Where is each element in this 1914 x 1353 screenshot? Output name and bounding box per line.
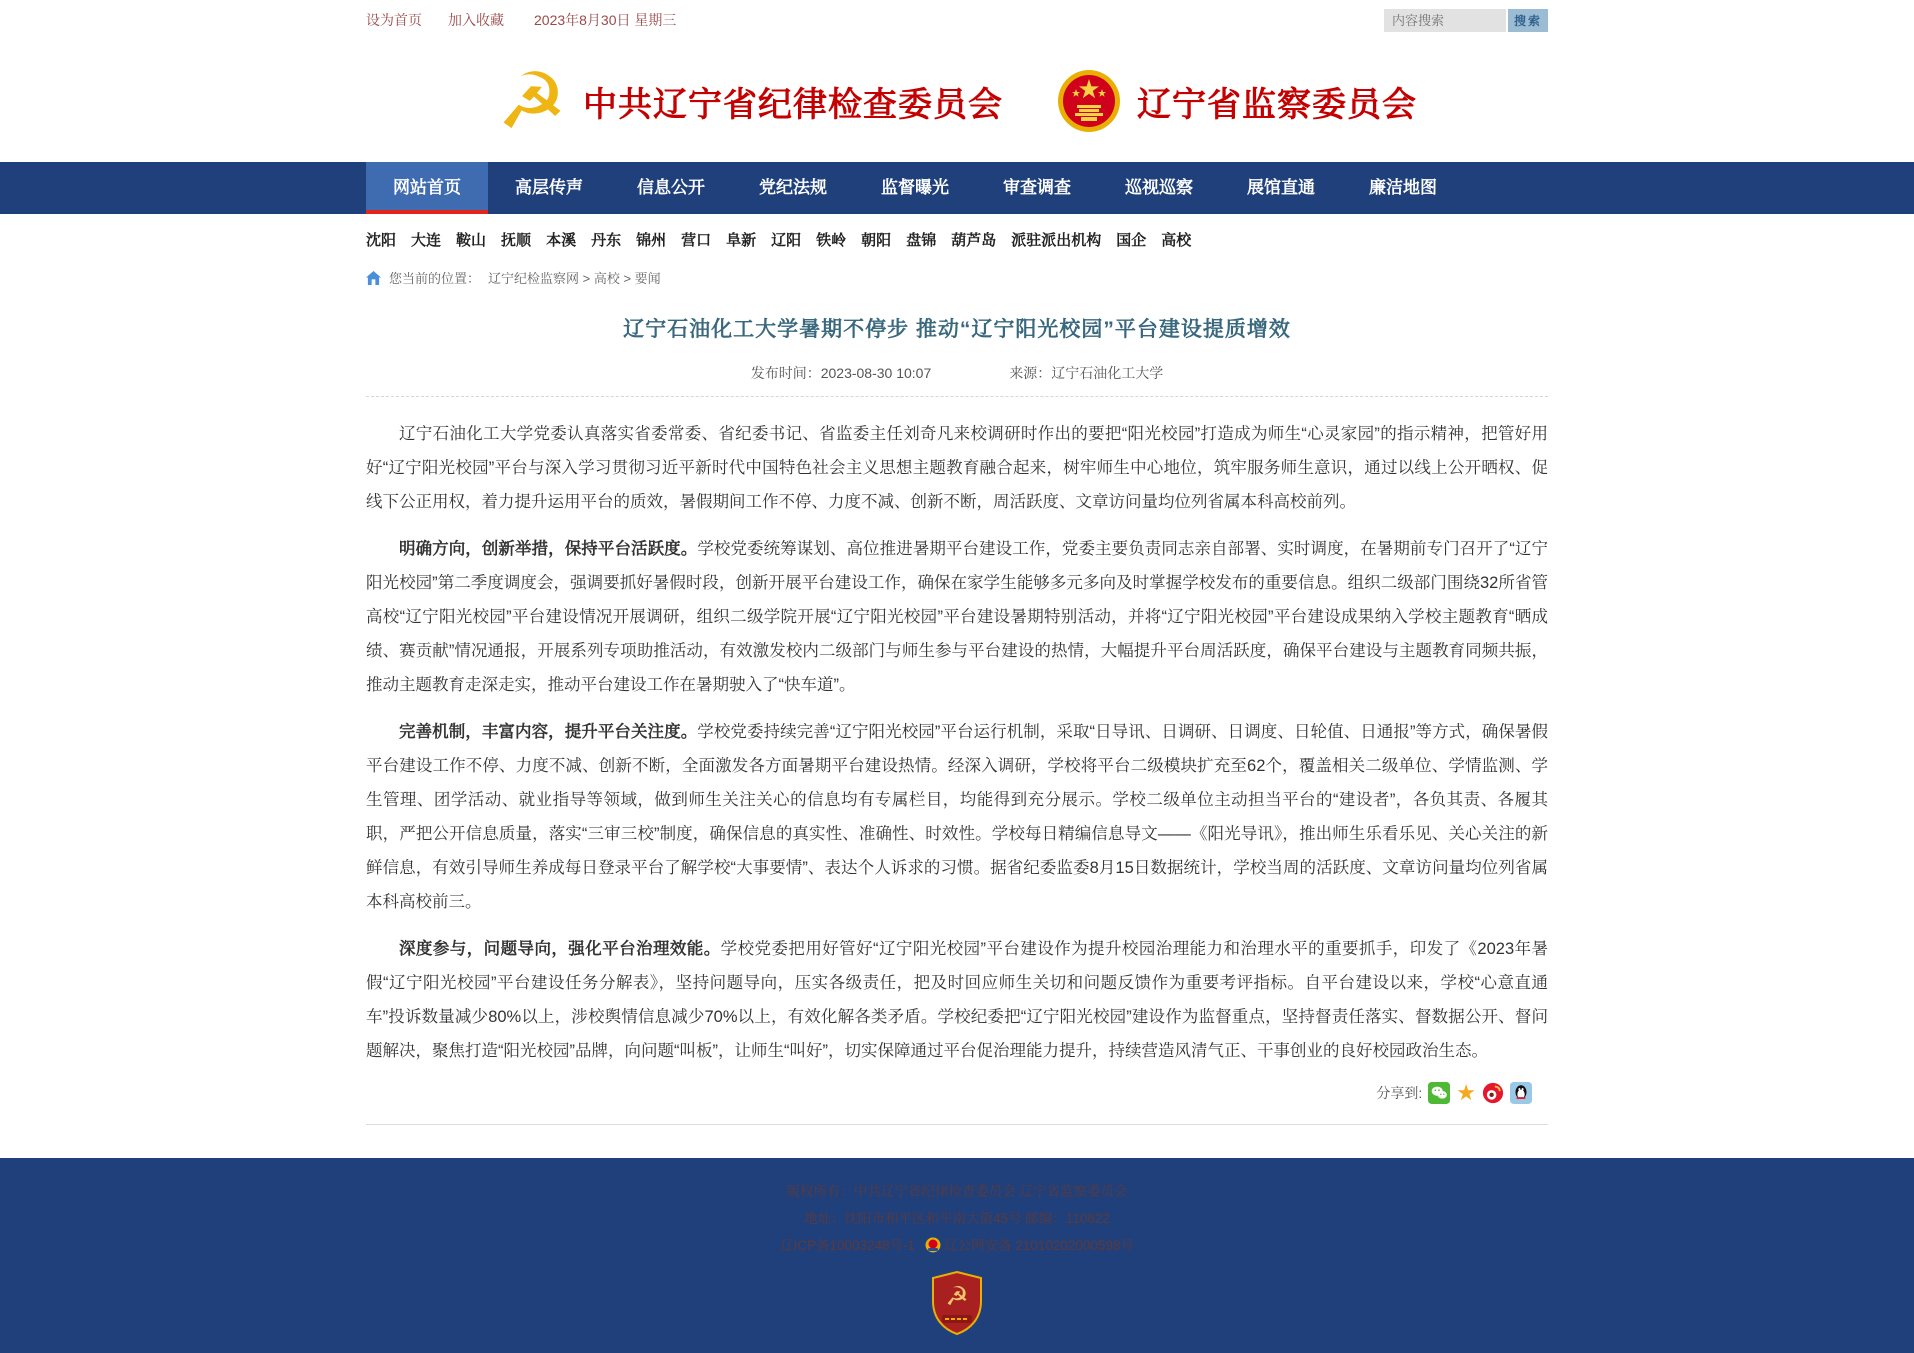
site-title-1: 中共辽宁省纪律检查委员会 xyxy=(582,85,1003,124)
article-meta xyxy=(366,363,1548,397)
content-footer-divider xyxy=(366,1124,1548,1125)
site-title-2: 辽宁省监察委员会 xyxy=(1136,85,1417,124)
paragraph-lead: 明确方向，创新举措，保持平台活跃度。 xyxy=(399,540,698,558)
paragraph-text: 辽宁石油化工大学党委认真落实省委常委、省纪委书记、省监委主任刘奇凡来校调研时作出的要把“阳光校园”打造成为师生“心灵家园”的指示精神，把管好用好“辽宁阳光校园”平台与深入学习贯彻习近平新时代中国特色社会主义思想主题教育融合起来，树牢师生中心地位，筑牢服务师生意识，通过以线上公开晒权、促线下公正用权，着力提升运用平台的质效，暑假期间工作不停、力度不减、创新不断，周活跃度、文章访问量均位列省属本科高校前列。 xyxy=(366,425,1548,511)
police-badge-icon xyxy=(925,1237,941,1253)
wechat-icon[interactable] xyxy=(1428,1082,1450,1104)
subnav-link[interactable]: 派驻派出机构 xyxy=(1011,232,1102,249)
topbar-link[interactable]: 设为首页 xyxy=(366,12,422,28)
breadcrumb-trail[interactable]: 辽宁纪检监察网 > 高校 > 要闻 xyxy=(488,271,661,286)
top-bar xyxy=(0,0,1914,40)
footer-copyright: 版权所有：中共辽宁省纪律检查委员会 辽宁省监察委员会 xyxy=(786,1184,1128,1199)
home-icon xyxy=(366,271,381,285)
nav-item[interactable]: 廉洁地图 xyxy=(1369,178,1437,197)
article-paragraph xyxy=(366,932,1548,1068)
subnav-link[interactable]: 本溪 xyxy=(546,232,577,249)
main-nav xyxy=(0,162,1914,214)
topbar-link[interactable]: 加入收藏 xyxy=(448,12,504,28)
paragraph-text: 学校党委持续完善“辽宁阳光校园”平台运行机制，采取“日导讯、日调研、日调度、日轮值、日通报”等方式，确保暑假平台建设工作不停、力度不减、创新不断，全面激发各方面暑期平台建设热情。经深入调研，学校将平台二级模块扩充至62个，覆盖相关二级单位、学情监测、学生管理、团学活动、就业指导等领域，做到师生关注关心的信息均有专属栏目，均能得到充分展示。学校二级单位主动担当平台的“建设者”，各负其责、各履其职，严把公开信息质量，落实“三审三校”制度，确保信息的真实性、准确性、时效性。学校每日精编信息导文——《阳光导讯》，推出师生乐看乐见、关心关注的新鲜信息，有效引导师生养成每日登录平台了解学校“大事要情”、表达个人诉求的习惯。据省纪委监委8月15日数据统计，学校当周的活跃度、文章访问量均位列省属本科高校前三。 xyxy=(366,723,1549,911)
subnav-link[interactable]: 辽阳 xyxy=(771,232,802,249)
footer xyxy=(0,1158,1914,1353)
article xyxy=(366,313,1548,1125)
subnav-link[interactable]: 锦州 xyxy=(636,232,667,249)
sub-nav xyxy=(0,214,1914,260)
subnav-link[interactable]: 盘锦 xyxy=(906,232,937,249)
share-label: 分享到: xyxy=(1376,1085,1423,1101)
subnav-link[interactable]: 抚顺 xyxy=(501,232,532,249)
svg-text:☭: ☭ xyxy=(945,1281,969,1311)
nav-item[interactable]: 监督曝光 xyxy=(881,178,949,197)
government-site-badge[interactable] xyxy=(930,1271,984,1335)
paragraph-lead: 深度参与，问题导向，强化平台治理效能。 xyxy=(399,940,721,958)
breadcrumb xyxy=(366,260,1548,291)
article-title: 辽宁石油化工大学暑期不停步 推动“辽宁阳光校园”平台建设提质增效 xyxy=(623,318,1291,341)
article-paragraph xyxy=(366,532,1548,702)
search-input[interactable] xyxy=(1384,9,1506,32)
current-date: 2023年8月30日 星期三 xyxy=(534,12,677,28)
footer-address: 地址：沈阳市和平区和平南大街45号 邮编：110822 xyxy=(804,1211,1110,1226)
nav-item[interactable]: 党纪法规 xyxy=(759,178,827,197)
subnav-link[interactable]: 丹东 xyxy=(591,232,622,249)
party-emblem-icon: ☭ xyxy=(497,57,567,145)
nav-item[interactable]: 展馆直通 xyxy=(1247,178,1315,197)
article-paragraph xyxy=(366,417,1548,519)
subnav-link[interactable]: 朝阳 xyxy=(861,232,892,249)
subnav-link[interactable]: 高校 xyxy=(1161,232,1192,249)
subnav-link[interactable]: 沈阳 xyxy=(366,232,397,249)
nav-item[interactable]: 巡视巡察 xyxy=(1125,178,1193,197)
subnav-link[interactable]: 铁岭 xyxy=(816,232,847,249)
topbar-links xyxy=(366,10,504,30)
brand-supervisory-commission xyxy=(1057,69,1417,133)
icp-link[interactable]: 辽ICP备10003248号-1 xyxy=(780,1238,916,1253)
national-emblem-icon xyxy=(1057,69,1121,133)
search-area xyxy=(1384,9,1548,32)
brand-discipline-commission xyxy=(497,57,1003,145)
paragraph-text: 学校党委把用好管好“辽宁阳光校园”平台建设作为提升校园治理能力和治理水平的重要抓手，印发了《2023年暑假“辽宁阳光校园”平台建设任务分解表》，坚持问题导向，压实各级责任，把及时回应师生关切和问题反馈作为重要考评指标。自平台建设以来，学校“心意直通车”投诉数量减少80%以上，涉校舆情信息减少70%以上，有效化解各类矛盾。学校纪委把“辽宁阳光校园”建设作为监督重点，坚持督责任落实、督数据公开、督问题解决，聚焦打造“阳光校园”品牌，向问题“叫板”，让师生“叫好”，切实保障通过平台促治理能力提升，持续营造风清气正、干事创业的良好校园政治生态。 xyxy=(366,940,1548,1060)
footer-registration xyxy=(0,1232,1914,1259)
subnav-link[interactable]: 国企 xyxy=(1116,232,1147,249)
site-header xyxy=(0,40,1914,162)
nav-item[interactable]: 信息公开 xyxy=(637,178,705,197)
article-paragraph xyxy=(366,715,1548,919)
paragraph-text: 学校党委统筹谋划、高位推进暑期平台建设工作，党委主要负责同志亲自部署、实时调度，在暑期前专门召开了“辽宁阳光校园”第二季度调度会，强调要抓好暑假时段，创新开展平台建设工作，确保在家学生能够多元多向及时掌握学校发布的重要信息。组织二级部门围绕32所省管高校“辽宁阳光校园”平台建设情况开展调研，组织二级学院开展“辽宁阳光校园”平台建设暑期特别活动，并将“辽宁阳光校园”平台建设成果纳入学校主题教育“晒成绩、赛贡献”情况通报，开展系列专项助推活动，有效激发校内二级部门与师生参与平台建设的热情，大幅提升平台周活跃度，确保平台建设与主题教育同频共振，推动主题教育走深走实，推动平台建设工作在暑期驶入了“快车道”。 xyxy=(366,540,1549,694)
qq-icon[interactable] xyxy=(1510,1082,1532,1104)
weibo-icon[interactable] xyxy=(1482,1082,1504,1104)
share-row xyxy=(366,1082,1532,1104)
police-registration-link[interactable]: 辽公网安备 21010202000598号 xyxy=(944,1238,1134,1253)
paragraph-lead: 完善机制，丰富内容，提升平台关注度。 xyxy=(399,723,698,741)
nav-item[interactable]: 网站首页 xyxy=(366,162,488,214)
publish-time: 发布时间：2023-08-30 10:07 xyxy=(750,365,932,381)
article-body xyxy=(366,417,1548,1068)
subnav-link[interactable]: 葫芦岛 xyxy=(951,232,997,249)
article-source: 来源：辽宁石油化工大学 xyxy=(1009,365,1164,381)
qzone-icon[interactable]: ★ xyxy=(1456,1080,1476,1105)
subnav-link[interactable]: 鞍山 xyxy=(456,232,487,249)
breadcrumb-label: 您当前的位置： xyxy=(389,271,481,286)
search-button[interactable]: 搜索 xyxy=(1508,9,1548,32)
subnav-link[interactable]: 阜新 xyxy=(726,232,757,249)
subnav-link[interactable]: 营口 xyxy=(681,232,712,249)
subnav-link[interactable]: 大连 xyxy=(411,232,442,249)
nav-item[interactable]: 审查调查 xyxy=(1003,178,1071,197)
nav-item[interactable]: 高层传声 xyxy=(515,178,583,197)
